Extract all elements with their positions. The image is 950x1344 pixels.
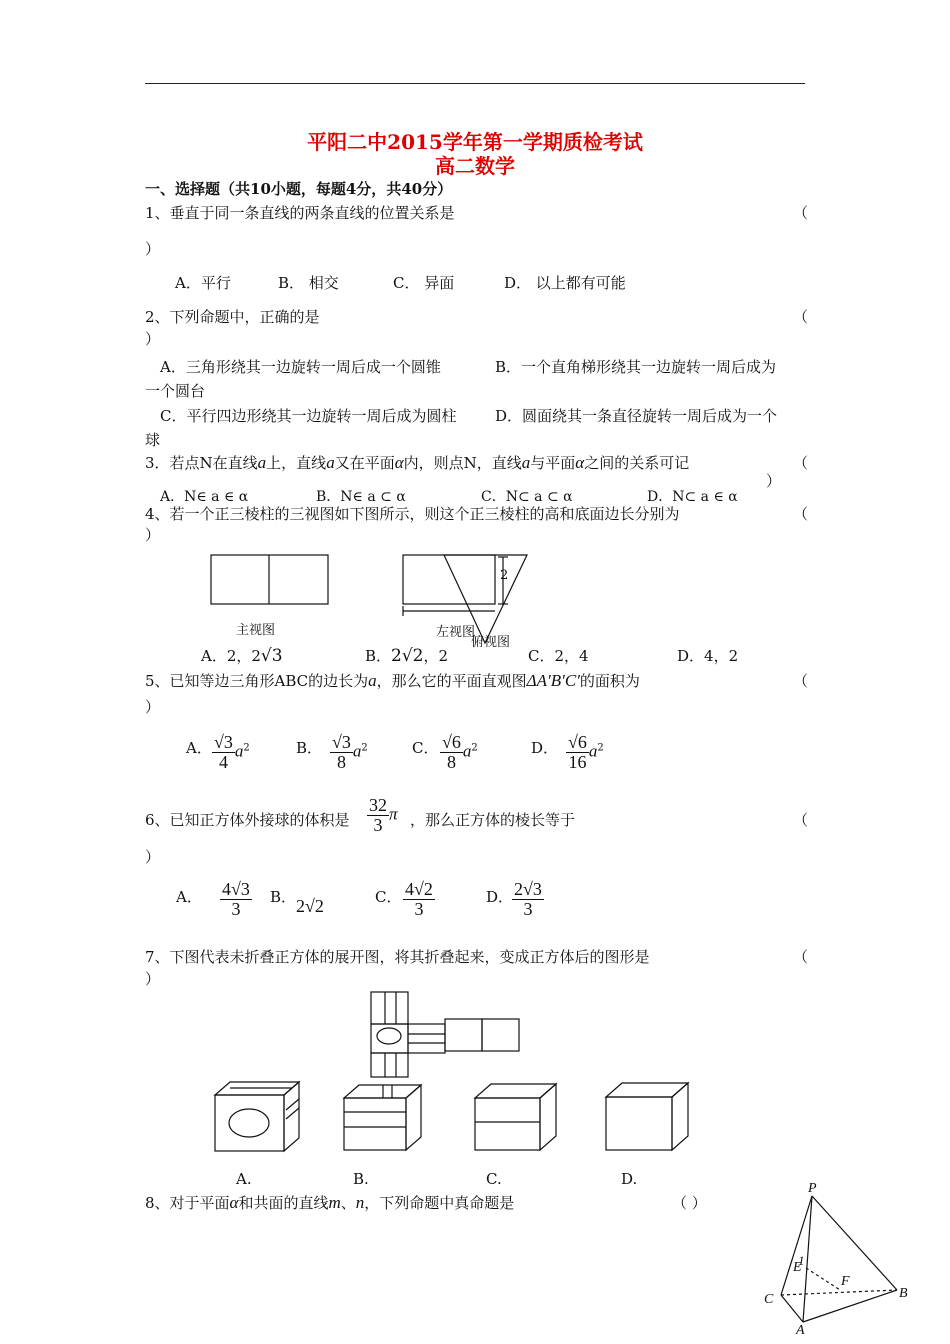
q6-a-num: 4√3	[222, 879, 250, 899]
q2-option-d-cont: 球	[145, 431, 161, 449]
q3-option-a: A．N∈ a ∈ α	[160, 489, 249, 505]
q6-pi: π	[389, 804, 398, 824]
q3-paren-open: （	[793, 454, 809, 472]
side-view-label: 左视图	[436, 625, 476, 640]
exam-subtitle: 高二数学	[435, 154, 515, 178]
q6-option-d-label: D．	[486, 888, 514, 906]
q4-stem: 4、若一个正三棱柱的三视图如下图所示，则这个正三棱柱的高和底面边长分别为	[145, 505, 680, 523]
q2-paren-open: （	[793, 308, 809, 326]
q2-option-a: A．三角形绕其一边旋转一周后成一个圆锥	[160, 358, 441, 376]
q3-stem-b: 上，直线	[266, 454, 327, 472]
q1-option-a: A．平行	[175, 274, 231, 292]
q2-option-b: B．一个直角梯形绕其一边旋转一周后成为	[495, 358, 777, 376]
q3-stem-c: 又在平面	[334, 454, 395, 472]
segment-ef	[806, 1268, 840, 1290]
q5-option-d-label: D．	[531, 739, 559, 757]
q7-stem: 7、下图代表未折叠正方体的展开图，将其折叠起来，变成正方体后的图形是	[145, 948, 650, 966]
q5-paren-open: （	[793, 672, 809, 690]
q4-option-b-label: B．	[365, 647, 392, 665]
q6-option-b-label: B．	[270, 888, 297, 906]
q6-paren-close: ）	[145, 848, 161, 866]
q2-stem: 2、下列命题中，正确的是	[145, 308, 320, 326]
q5-stem-c: 的面积为	[579, 672, 640, 690]
q8-stem-d: ，下列命题中真命题是	[364, 1194, 515, 1212]
edge-ba	[803, 1290, 897, 1322]
q3-sym-a-3: a	[521, 453, 531, 472]
q5-b-var: a	[352, 741, 362, 761]
q5-sym-a: a	[368, 671, 377, 690]
q3-stem-f: 之间的关系可记	[584, 454, 690, 472]
q2-paren-close: ）	[145, 330, 161, 348]
q4-paren-close: ）	[145, 526, 161, 544]
q6-paren-open: （	[793, 811, 809, 829]
vertex-a: A	[796, 1323, 805, 1338]
q6-option-c-label: C．	[375, 888, 402, 906]
q2-option-c: C．平行四边形绕其一边旋转一周后成为圆柱	[160, 407, 457, 425]
q6-d-num: 2√3	[514, 879, 542, 899]
q5-c-exp: 2	[471, 742, 478, 754]
q6-d-den: 3	[523, 898, 533, 919]
q5-c-num: √6	[442, 732, 461, 752]
q5-a-var: a	[234, 741, 244, 761]
q7-option-a: A.	[236, 1170, 252, 1188]
vertex-c: C	[764, 1292, 774, 1307]
q6-vol-num: 32	[369, 795, 387, 815]
q3-stem-e: 与平面	[530, 454, 576, 472]
q5-option-a-label: A．	[186, 739, 212, 757]
q2-option-b-cont: 一个圆台	[145, 382, 206, 400]
q7-option-b: B.	[353, 1170, 369, 1188]
q7-option-d: D.	[621, 1170, 638, 1188]
q8-sym-m: m	[328, 1193, 341, 1212]
q4-option-a-rad: √3	[260, 646, 283, 666]
q3-stem-d: 内，则点N，直线	[403, 454, 522, 472]
q5-stem-a: 5、已知等边三角形ABC的边长为	[145, 672, 369, 690]
section-heading: 一、选择题（共10小题，每题4分，共40分）	[145, 180, 453, 198]
q1-option-b: B． 相交	[278, 274, 339, 292]
q3-option-b: B．N∈ a ⊂ α	[316, 489, 406, 505]
q3-option-d: D．N⊂ a ∈ α	[647, 489, 738, 505]
q5-d-exp: 2	[597, 742, 604, 754]
q7-option-c: C.	[486, 1170, 502, 1188]
q1-stem: 1、垂直于同一条直线的两条直线的位置关系是	[145, 204, 455, 222]
q5-paren-close: ）	[145, 698, 161, 716]
q3-sym-a-2: a	[326, 453, 335, 472]
q6-c-num: 4√2	[405, 879, 433, 899]
q5-d-num: √6	[568, 732, 587, 752]
q4-option-d: D．4，2	[677, 647, 739, 665]
q5-c-den: 8	[446, 751, 456, 772]
q7-paren-close: ）	[145, 970, 161, 988]
dimension-label: 2	[500, 568, 509, 583]
q4-option-c: C．2，4	[528, 647, 589, 665]
q6-vol-den: 3	[373, 814, 383, 835]
q3-sym-alpha-2: α	[575, 453, 585, 472]
q6-a-den: 3	[231, 898, 241, 919]
q5-b-den: 8	[336, 751, 346, 772]
q3-sym-a: a	[257, 453, 267, 472]
exam-title: 平阳二中2015学年第一学期质检考试	[307, 130, 643, 154]
q5-d-var: a	[588, 741, 598, 761]
q8-answer-blank: （ ）	[672, 1194, 707, 1212]
point-e: E	[793, 1260, 802, 1275]
q3-sym-alpha: α	[394, 453, 404, 472]
q4-paren-open: （	[793, 505, 809, 523]
q5-b-num: √3	[332, 732, 351, 752]
top-view-label: 俯视图	[471, 635, 511, 650]
label-one: 1	[798, 1253, 805, 1268]
q5-d-den: 16	[568, 751, 587, 772]
q5-tri: ΔA′B′C′	[526, 671, 580, 690]
q5-b-exp: 2	[361, 742, 368, 754]
q8-stem-a: 8、对于平面	[145, 1194, 230, 1212]
q1-paren-open: （	[793, 204, 809, 222]
q1-option-d: D． 以上都有可能	[504, 274, 626, 292]
q1-paren-close: ）	[145, 240, 161, 258]
edge-ca	[781, 1295, 803, 1322]
q8-stem-b: 和共面的直线	[238, 1194, 329, 1212]
q8-stem-c: 、	[340, 1194, 356, 1212]
q6-option-b: 2√2	[296, 896, 324, 916]
q8-sym-n: n	[355, 1193, 365, 1212]
q5-a-exp: 2	[243, 742, 250, 754]
q6-stem-a: 6、已知正方体外接球的体积是	[145, 811, 350, 829]
q5-stem-b: ，那么它的平面直观图	[376, 672, 527, 690]
q3-stem-a: 3．若点N在直线	[145, 454, 258, 472]
q1-option-c: C． 异面	[393, 274, 455, 292]
edge-cb-hidden	[781, 1290, 897, 1295]
q6-c-den: 3	[414, 898, 424, 919]
q5-option-c-label: C．	[412, 739, 439, 757]
q3-option-c: C．N⊂ a ⊂ α	[481, 489, 573, 505]
q5-a-den: 4	[218, 751, 228, 772]
q2-option-d: D．圆面绕其一条直径旋转一周后成为一个	[495, 407, 778, 425]
q7-paren-open: （	[793, 948, 809, 966]
q5-option-b-label: B．	[296, 739, 323, 757]
q4-option-b-tail: ，2	[423, 647, 449, 665]
edge-pb	[812, 1196, 897, 1290]
q6-stem-b: ，那么正方体的棱长等于	[410, 811, 576, 829]
vertex-p: P	[808, 1181, 817, 1196]
q6-option-a-label: A．	[176, 888, 202, 906]
point-f: F	[841, 1274, 850, 1289]
q5-a-num: √3	[214, 732, 233, 752]
vertex-b: B	[899, 1286, 908, 1301]
q3-paren-close: ）	[766, 472, 782, 490]
q8-sym-alpha: α	[229, 1193, 239, 1212]
edge-pc	[781, 1196, 812, 1295]
front-view-label: 主视图	[236, 623, 276, 638]
q5-c-var: a	[462, 741, 472, 761]
q4-option-a-text: A．2，2	[201, 647, 261, 665]
q4-option-b-val: 2√2	[391, 646, 424, 666]
